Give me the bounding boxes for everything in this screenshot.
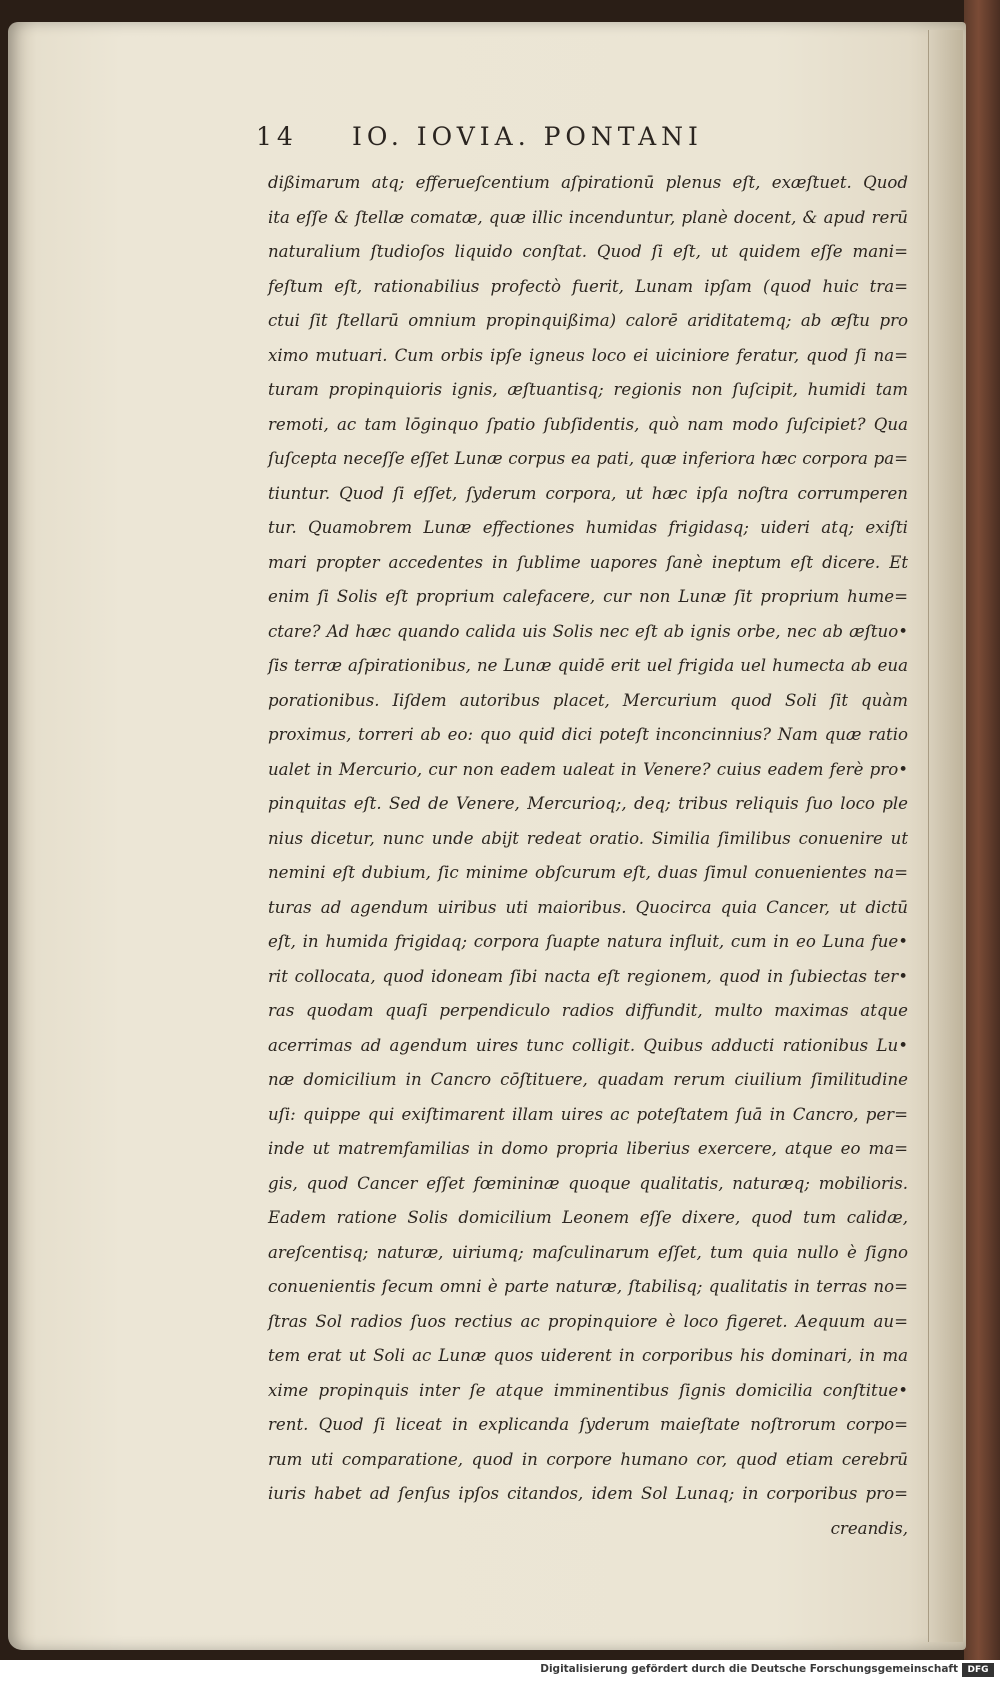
text-line: creandis,	[830, 1518, 908, 1538]
text-line: rent. Quod ſi liceat in explicanda ſyderum maieſtate noſtrorum corpo=	[268, 1415, 908, 1434]
text-line: inde ut matremfamilias in domo propria liberius exercere, atque eo ma=	[268, 1139, 908, 1158]
text-line: Eadem ratione Solis domicilium Leonem eſſe dixere, quod tum calidæ,	[268, 1208, 908, 1227]
text-line: pinquitas eſt. Sed de Venere, Mercurioq;, deq; tribus reliquis ſuo loco ple	[268, 794, 908, 813]
text-line: acerrimas ad agendum uires tunc colligit. Quibus adducti rationibus Lu•	[268, 1035, 908, 1055]
text-line: tur. Quamobrem Lunæ effectiones humidas frigidasq; uideri atq; exiſti	[268, 518, 908, 537]
text-line: porationibus. Iiſdem autoribus placet, Mercurium quod Soli ſit quàm	[268, 690, 908, 710]
text-line: ſtras Sol radios ſuos rectius ac propinquiore è loco figeret. Aequum au=	[268, 1311, 908, 1331]
text-line: turam propinquioris ignis, æſtuantisq; regionis non ſuſcipit, humidi tam	[268, 380, 908, 399]
text-line: xime propinquis inter ſe atque imminentibus ſignis domicilia conſtitue•	[268, 1380, 908, 1400]
book-cover-edge	[964, 0, 1000, 1660]
digitization-credit: Digitalisierung gefördert durch die Deutsche Forschungsgemeinschaft	[540, 1663, 958, 1675]
text-line: conuenientis ſecum omni è parte naturæ, ſtabilisq; qualitatis in terras no=	[268, 1277, 908, 1296]
running-title: IO. IOVIA. PONTANI	[352, 122, 703, 151]
text-line: ſis terræ aſpirationibus, ne Lunæ quidē erit uel frigida uel humecta ab eua	[268, 656, 908, 675]
text-line: ualet in Mercurio, cur non eadem ualeat in Venere? cuius eadem ferè pro•	[268, 759, 908, 779]
text-line: rit collocata, quod idoneam ſibi nacta eſt regionem, quod in ſubiectas ter•	[268, 966, 908, 986]
text-line: nius dicetur, nunc unde abijt redeat oratio. Similia ſimilibus conuenire ut	[268, 828, 908, 848]
text-line: eſt, in humida frigidaq; corpora ſuapte natura influit, cum in eo Luna fue•	[268, 932, 908, 951]
text-block	[268, 166, 908, 1546]
text-line: nemini eſt dubium, ſic minime obſcurum eſt, duas ſimul conuenientes na=	[268, 863, 908, 882]
text-line: tiuntur. Quod ſi eſſet, ſyderum corpora, ut hæc ipſa noſtra corrumperen	[268, 483, 908, 503]
text-line: uſi: quippe qui exiſtimarent illam uires ac poteſtatem ſuā in Cancro, per=	[268, 1104, 908, 1124]
dfg-logo: DFG	[962, 1663, 994, 1677]
text-line: proximus, torreri ab eo: quo quid dici poteſt inconcinnius? Nam quæ ratio	[268, 725, 908, 744]
text-line: remoti, ac tam lōginquo ſpatio ſubſidentis, quò nam modo ſuſcipiet? Qua	[268, 414, 908, 434]
text-line: mari propter accedentes in ſublime uapores ſanè ineptum eſt dicere. Et	[268, 552, 908, 572]
text-line: ſuſcepta neceſſe eſſet Lunæ corpus ea pati, quæ inferiora hæc corpora pa=	[268, 449, 908, 468]
text-line: tem erat ut Soli ac Lunæ quos uiderent in corporibus his dominari, in ma	[268, 1346, 908, 1365]
text-line: ximo mutuari. Cum orbis ipſe igneus loco ei uiciniore feratur, quod ſi na=	[268, 345, 908, 365]
text-line: gis, quod Cancer eſſet fœmininæ quoque qualitatis, naturæq; mobilioris.	[268, 1173, 908, 1193]
text-line: rum uti comparatione, quod in corpore humano cor, quod etiam cerebrū	[268, 1449, 908, 1469]
text-line: ita eſſe & ſtellæ comatæ, quæ illic incenduntur, planè docent, & apud rerū	[268, 207, 908, 227]
page-number: 14	[256, 122, 298, 151]
text-line: feſtum eſt, rationabilius profectò fuerit, Lunam ipſam (quod huic tra=	[268, 276, 908, 296]
text-line: ctare? Ad hæc quando calida uis Solis nec eſt ab ignis orbe, nec ab æſtuo•	[268, 621, 908, 641]
text-line: næ domicilium in Cancro cōſtituere, quadam rerum ciuilium ſimilitudine	[268, 1070, 908, 1089]
text-line: ctui ſit ſtellarū omnium propinquißima) calorē ariditatemq; ab æſtu pro	[268, 311, 908, 330]
text-line: enim ſi Solis eſt proprium calefacere, cur non Lunæ ſit proprium hume=	[268, 587, 908, 606]
text-line: iuris habet ad ſenſus ipſos citandos, idem Sol Lunaq; in corporibus pro=	[268, 1484, 908, 1503]
page-edge-stack	[928, 30, 963, 1642]
text-line: ras quodam quaſi perpendiculo radios diffundit, multo maximas atque	[268, 1001, 908, 1020]
text-line: turas ad agendum uiribus uti maioribus. Quocirca quia Cancer, ut dictū	[268, 897, 908, 917]
running-head	[256, 122, 816, 162]
text-line: dißimarum atq; efferueſcentium aſpirationū plenus eſt, exæſtuet. Quod	[268, 173, 908, 192]
text-line: areſcentisq; naturæ, uiriumq; maſculinarum eſſet, tum quia nullo è ſigno	[268, 1242, 908, 1262]
footer-bar	[0, 1660, 1000, 1682]
text-line: naturalium ſtudioſos liquido conſtat. Quod ſi eſt, ut quidem eſſe mani=	[268, 242, 908, 261]
